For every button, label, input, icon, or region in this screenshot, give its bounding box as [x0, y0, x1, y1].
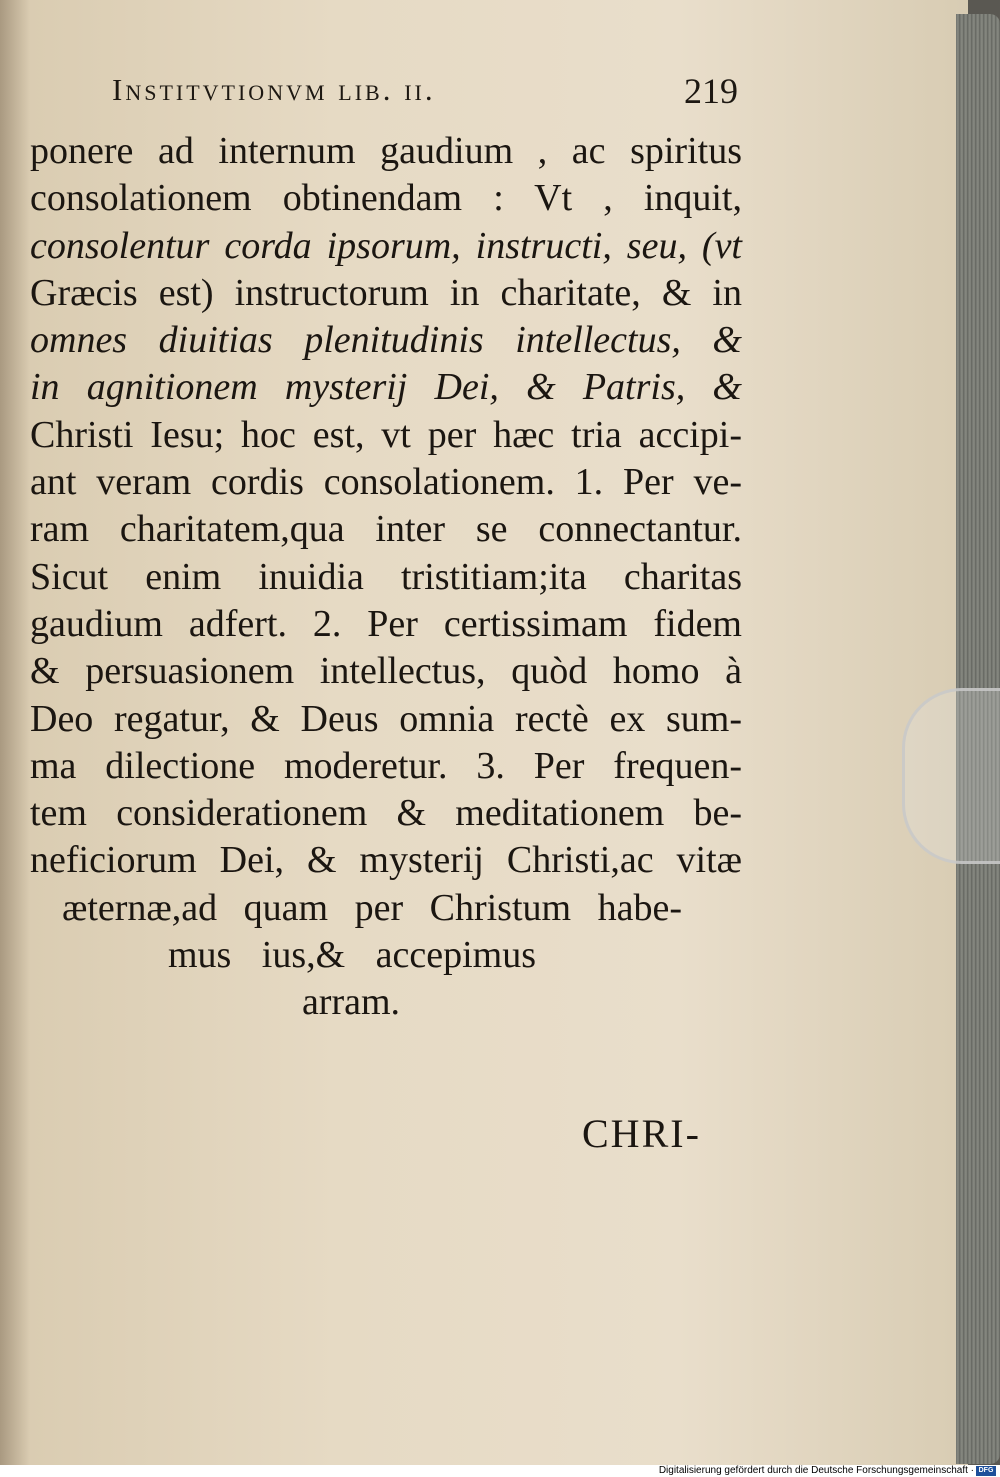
page-number: 219 [684, 71, 738, 111]
text-line: gaudium adfert. 2. Per certissimam fidem [30, 602, 742, 645]
catchword: CHRI- [582, 1111, 701, 1156]
text-line: ponere ad internum gaudium , ac spiritus [30, 130, 742, 172]
text-line: tem considerationem & meditationem be- [30, 792, 742, 835]
footer-credit: Digitalisierung gefördert durch die Deutsche Forschungsgemeinschaft · [658, 1465, 974, 1476]
text-line: in agnitionem mysterij Dei, & Patris, & [30, 366, 742, 409]
text-line: Deo regatur, & Deus omnia rectè ex sum- [30, 697, 742, 740]
text-line: æternæ,ad quam per Christum habe- [62, 886, 682, 929]
text-line: omnes diuitias plenitudinis intellectus, & [30, 319, 742, 362]
text-line: consolentur corda ipsorum, instructi, seu, (vt [30, 224, 742, 267]
text-line: Christi Iesu; hoc est, vt per hæc tria accipi- [30, 413, 742, 456]
book-clasp [902, 688, 1000, 864]
text-line: consolationem obtinendam : Vt , inquit, [30, 177, 742, 220]
text-line: arram. [301, 981, 401, 1024]
dfg-logo-icon: DFG [976, 1466, 996, 1476]
text-line: neficiorum Dei, & mysterij Christi,ac vitæ [30, 839, 742, 882]
page-header [112, 70, 738, 114]
text-line: Sicut enim inuidia tristitiam;ita charitas [30, 555, 742, 598]
body-text [30, 128, 742, 1027]
running-head: Institvtionvm lib. ii. [112, 72, 436, 107]
text-line: ant veram cordis consolationem. 1. Per ve- [30, 461, 742, 504]
digitization-footer [0, 1465, 1000, 1477]
text-line: & persuasionem intellectus, quòd homo à [30, 650, 742, 693]
text-line: ma dilectione moderetur. 3. Per frequen- [30, 744, 742, 787]
gutter-shadow [0, 0, 30, 1465]
text-line: Græcis est) instructorum in charitate, & in [30, 271, 742, 314]
text-line: ram charitatem,qua inter se connectantur. [30, 508, 742, 551]
text-line: mus ius,& accepimus [168, 934, 536, 977]
